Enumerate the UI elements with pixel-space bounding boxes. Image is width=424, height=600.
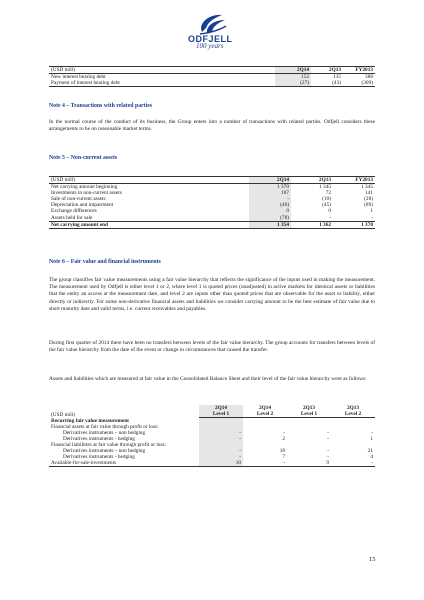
cell-value: - xyxy=(199,430,243,436)
unit-label: (USD mill) xyxy=(49,177,249,184)
cell-value: (89) xyxy=(364,202,373,209)
cell-value: 4 xyxy=(370,454,373,461)
cell-value: (46) xyxy=(249,202,291,208)
table-row xyxy=(49,184,375,191)
table-row xyxy=(49,460,375,467)
cell-value: - xyxy=(333,215,375,222)
cell-value: - xyxy=(327,448,329,455)
fair-value-table xyxy=(49,405,375,467)
cell-value: - xyxy=(327,429,329,436)
cell-value: - xyxy=(199,436,243,442)
column-period: 2Q14 xyxy=(199,405,243,411)
column-level: Level 2 xyxy=(243,411,287,418)
row-label: Depreciation and impairment xyxy=(51,202,114,209)
row-label: New interest bearing debt xyxy=(51,74,106,81)
table-row xyxy=(49,80,375,87)
debt-table xyxy=(49,66,375,87)
cell-value: - xyxy=(243,460,287,467)
brand-name: ODFJELL xyxy=(188,34,233,44)
cell-value: 1 370 xyxy=(249,184,291,191)
cell-value: 115 xyxy=(333,74,341,81)
row-label: Payment of interest bearing debt xyxy=(49,80,275,87)
table-row xyxy=(49,215,375,222)
note4-text: In the normal course of the conduct of its business, the Group enters into a number of transactions with related parties. Odfjell considers these arrangements to be on reasonable market terms. xyxy=(49,119,375,133)
subsection-label: Financial assets at fair value through profit or loss: xyxy=(51,423,159,430)
cell-value: 7 xyxy=(282,454,285,461)
column-level: Level 1 xyxy=(199,411,243,418)
column-header: FY2013 xyxy=(343,67,375,74)
cell-value: 1 370 xyxy=(333,221,375,228)
cell-value: - xyxy=(331,460,375,467)
table-header-row xyxy=(49,67,375,74)
cell-value: - xyxy=(249,196,291,202)
cell-value: 1 354 xyxy=(249,221,291,228)
unit-label: (USD mill) xyxy=(49,67,275,74)
cell-value: 1 345 xyxy=(361,184,373,191)
non-current-assets-table xyxy=(49,176,375,229)
row-label: Net carrying amount beginning xyxy=(51,184,118,191)
cell-value: 21 xyxy=(367,448,373,455)
cell-value: 10 xyxy=(199,460,243,467)
column-period: 2Q13 xyxy=(302,405,316,411)
cell-value: 107 xyxy=(249,190,291,196)
row-label: Net carrying amount end xyxy=(49,221,249,228)
row-label: Derivatives instruments - hedging xyxy=(63,435,135,442)
cell-value: 1 362 xyxy=(291,221,333,228)
cell-value: - xyxy=(327,435,329,442)
page-number: 15 xyxy=(369,556,376,563)
note6-paragraph-2: During first quarter of 2014 there have been no transfers between levels of the fair value hierarchy. The group accounts for transfers between levels of the fair value hierarchy from the date of the event or change in circumstances that caused the transfer. xyxy=(49,340,375,354)
note4-heading: Note 4 – Transactions with related parties xyxy=(49,103,153,109)
note5-heading: Note 5 – Non-current assets xyxy=(49,155,118,161)
section-label: Recurring fair value measurement xyxy=(51,417,129,424)
cell-value: 1 xyxy=(370,435,373,442)
column-period: 2Q13 xyxy=(346,405,360,411)
row-label: Exchange differences xyxy=(51,208,97,215)
cell-value: (28) xyxy=(364,196,373,203)
column-header: 2Q13 xyxy=(291,177,333,184)
company-logo xyxy=(188,12,248,64)
row-label: Assets held for sale xyxy=(49,215,249,222)
cell-value: 72 xyxy=(325,190,331,197)
cell-value: 388 xyxy=(365,74,373,81)
column-header: 2Q14 xyxy=(249,177,291,184)
cell-value: - xyxy=(371,429,373,436)
odfjell-emblem-icon xyxy=(194,12,228,36)
table-total-row xyxy=(49,221,375,228)
column-header: 2Q13 xyxy=(311,67,343,74)
cell-value: 2 xyxy=(282,435,285,442)
subsection-label: Financial liabilities at fair value through profit or loss: xyxy=(51,442,167,449)
cell-value: - xyxy=(327,454,329,461)
cell-value: 18 xyxy=(279,448,285,455)
note6-heading: Note 6 – Fair value and financial instruments xyxy=(49,259,161,265)
row-label: Sale of non-current assets xyxy=(51,196,106,203)
row-label: Derivatives instruments – non hedging xyxy=(63,429,146,436)
cell-value: (78) xyxy=(249,215,291,222)
cell-value: (309) xyxy=(343,80,375,87)
row-label: Derivatives instruments – non hedging xyxy=(63,448,146,455)
cell-value: 141 xyxy=(365,190,373,197)
brand-tagline: 100 years xyxy=(196,42,224,50)
column-level: Level 1 xyxy=(287,411,331,418)
row-label: Investments in non-current assets xyxy=(51,190,122,197)
note6-paragraph-1: The group classifies fair value measurements using a fair value hierarchy that reflects the significance of the inputs used in making the measurement. The measurement used by Odfjell is either level 1 or 2, where level 1 is quoted prices (unadjusted) in active markets for identical assets or liabilities that the entity an access at the measurement date, and level 2 are inputs other than quoted prices that are observable for the asset or liability, either directly or indirectly. For some non-derivative financial assets and liabilities we consider carrying amount to be the best estimate of fair value due to short maturity date and valid terms, i.e. current receivables and payables. xyxy=(49,277,375,312)
column-level: Level 2 xyxy=(331,411,375,418)
column-period: 2Q14 xyxy=(258,405,272,411)
cell-value: 0 xyxy=(328,208,331,215)
cell-value: - xyxy=(199,454,243,460)
cell-value: 0 xyxy=(249,208,291,214)
cell-value: - xyxy=(199,448,243,454)
row-label: Available-for-sale-investments xyxy=(49,460,199,467)
column-header: 2Q14 xyxy=(275,67,311,74)
note6-paragraph-3: Assets and liabilities which are measured at fair value in the Consolidated Balance Sheet and their level of the fair value hierarchy were as follows: xyxy=(49,376,367,382)
cell-value: (43) xyxy=(311,80,343,87)
cell-value: - xyxy=(291,215,333,222)
table-header-row xyxy=(49,177,375,184)
row-label: Derivatives instruments - hedging xyxy=(63,454,135,461)
cell-value: (27) xyxy=(275,80,311,87)
cell-value: 1 345 xyxy=(319,184,331,191)
cell-value: 152 xyxy=(275,74,311,81)
column-header: FY2013 xyxy=(333,177,375,184)
cell-value: 9 xyxy=(287,460,331,467)
cell-value: (45) xyxy=(322,202,331,209)
cell-value: 1 xyxy=(370,208,373,215)
cell-value: - xyxy=(283,429,285,436)
cell-value: (10) xyxy=(322,196,331,203)
unit-label: (USD mill) xyxy=(51,411,75,418)
